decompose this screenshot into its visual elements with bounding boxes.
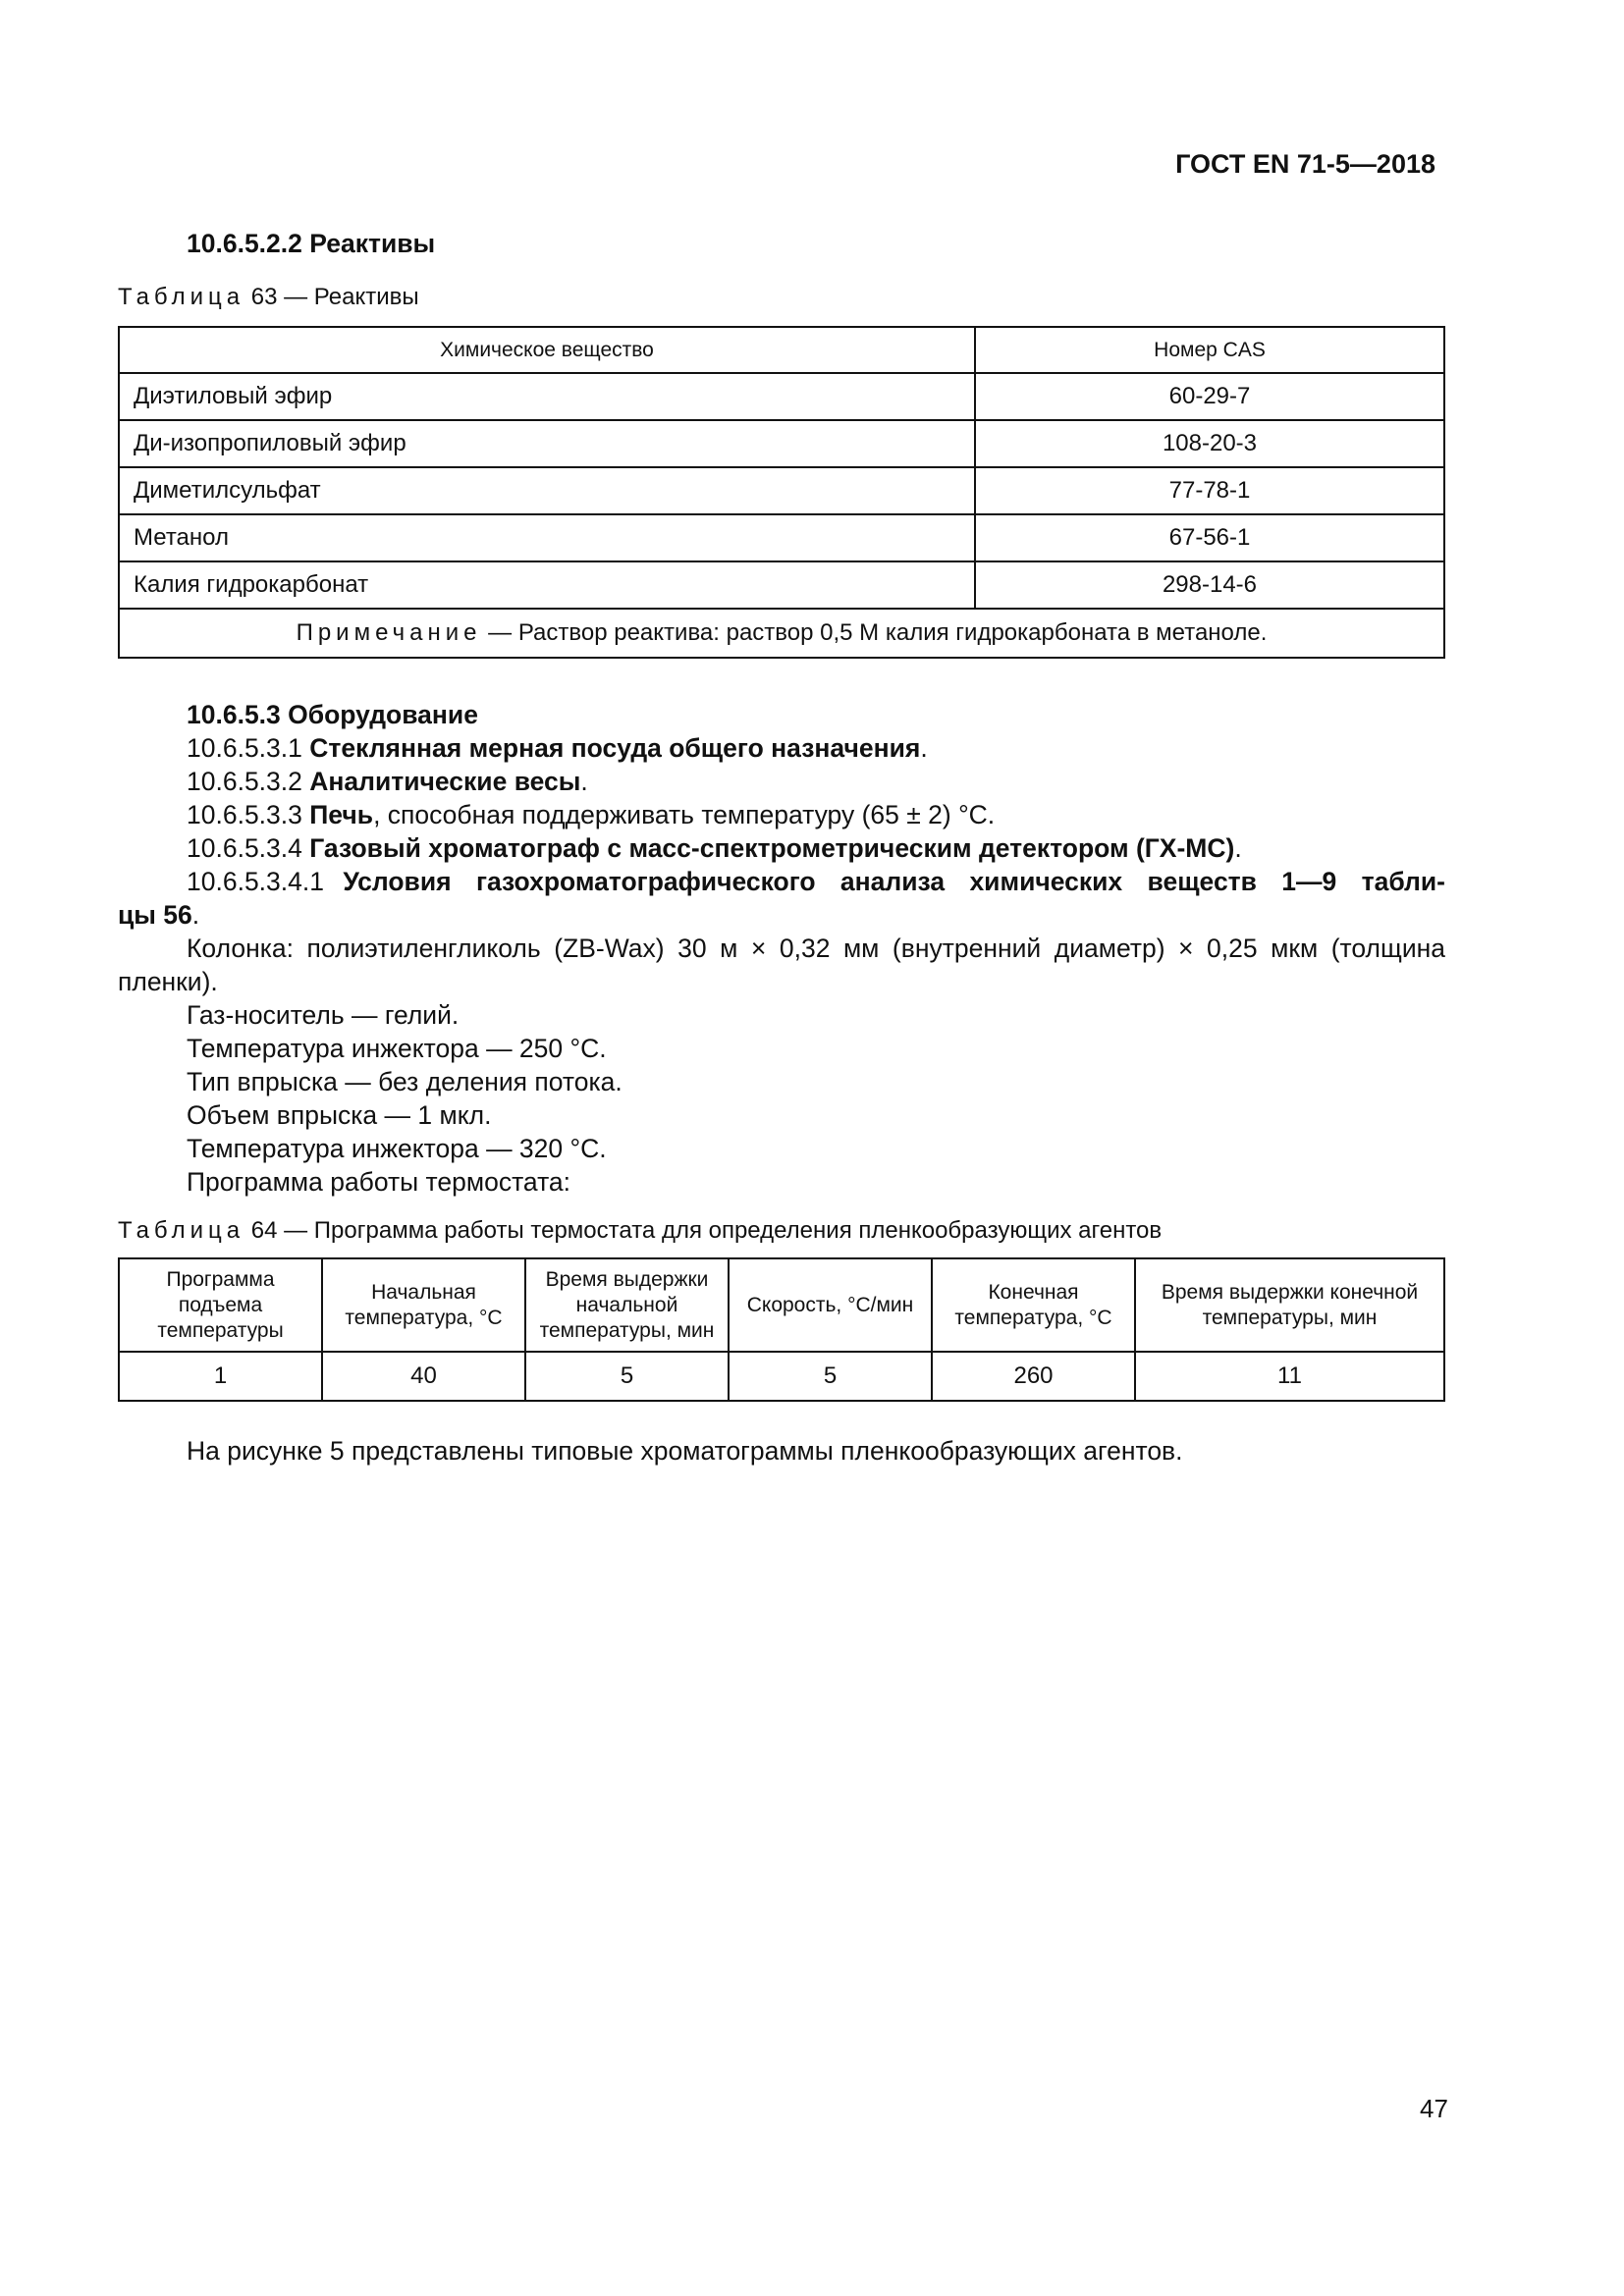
item-tail: . [580, 767, 588, 796]
column-header-rate: Скорость, °С/мин [729, 1258, 932, 1352]
table64-caption [118, 1217, 1162, 1245]
start-temp-value: 40 [322, 1352, 525, 1401]
table64-caption-title: 64 — Программа работы термостата для определения пленкообразующих агентов [244, 1217, 1163, 1244]
injector-temperature: Температура инжектора — 250 °С. [187, 1034, 607, 1063]
cas-number: 77-78-1 [975, 467, 1444, 514]
substance-name: Ди-изопропиловый эфир [119, 420, 975, 467]
item-tail: . [191, 900, 200, 930]
note-text: — Раствор реактива: раствор 0,5 М калия гидрокарбоната в метаноле. [481, 619, 1268, 646]
table63-caption-prefix: Таблица [118, 284, 245, 310]
oven-program-label: Программа работы термостата: [187, 1167, 571, 1197]
table-note [119, 609, 1444, 658]
section-heading-equipment: 10.6.5.3 Оборудование [187, 700, 478, 729]
table-row [119, 420, 1444, 467]
injector-temperature-2: Температура инжектора — 320 °С. [187, 1134, 607, 1163]
table-row [119, 1352, 1444, 1401]
item-number: 10.6.5.3.4.1 [187, 867, 344, 896]
figure-reference: На рисунке 5 представлены типовые хроматограммы пленкообразующих агентов. [187, 1436, 1183, 1466]
equipment-item [187, 831, 1242, 865]
table-row [119, 373, 1444, 420]
item-tail: . [1234, 833, 1242, 863]
section-heading-reagents: 10.6.5.2.2 Реактивы [187, 229, 436, 258]
table-header-row [119, 1258, 1444, 1352]
table63-caption-title: 63 — Реактивы [244, 284, 419, 310]
item-tail: . [920, 733, 928, 763]
substance-name: Диэтиловый эфир [119, 373, 975, 420]
item-title: Условия газохроматографического анализа химических веществ 1—9 табли- [343, 867, 1445, 896]
column-header-hold-start: Время выдержки начальной температуры, мин [525, 1258, 729, 1352]
table64-caption-prefix: Таблица [118, 1217, 245, 1244]
table-row [119, 561, 1444, 609]
substance-name: Калия гидрокарбонат [119, 561, 975, 609]
item-title-continued: цы 56 [118, 900, 192, 930]
column-header-hold-end: Время выдержки конечной температуры, мин [1135, 1258, 1444, 1352]
injection-type: Тип впрыска — без деления потока. [187, 1067, 623, 1096]
cas-number: 60-29-7 [975, 373, 1444, 420]
column-spec-line2: пленки). [118, 967, 218, 996]
table-header-row [119, 327, 1444, 373]
substance-name: Метанол [119, 514, 975, 561]
equipment-subitem-line2 [118, 898, 199, 932]
column-header-program: Программа подъема температуры [119, 1258, 322, 1352]
carrier-gas: Газ-носитель — гелий. [187, 1000, 460, 1030]
equipment-item [187, 765, 588, 798]
program-value: 1 [119, 1352, 322, 1401]
item-number: 10.6.5.3.3 [187, 800, 310, 829]
cas-number: 298-14-6 [975, 561, 1444, 609]
substance-name: Диметилсульфат [119, 467, 975, 514]
item-title: Стеклянная мерная посуда общего назначения [309, 733, 921, 763]
cas-number: 67-56-1 [975, 514, 1444, 561]
oven-program-table [118, 1257, 1445, 1402]
end-temp-value: 260 [932, 1352, 1135, 1401]
cas-number: 108-20-3 [975, 420, 1444, 467]
equipment-item [187, 731, 928, 765]
column-header-substance: Химическое вещество [119, 327, 975, 373]
table-note-row [119, 609, 1444, 658]
table-row [119, 514, 1444, 561]
table-row [119, 467, 1444, 514]
table63-caption [118, 284, 419, 311]
page-number: 47 [1420, 2094, 1448, 2123]
column-header-start-temp: Начальная температура, °С [322, 1258, 525, 1352]
item-title: Печь [309, 800, 374, 829]
hold-end-value: 11 [1135, 1352, 1444, 1401]
reagents-table [118, 326, 1445, 659]
column-header-end-temp: Конечная температура, °С [932, 1258, 1135, 1352]
note-label: Примечание [296, 619, 482, 646]
item-number: 10.6.5.3.1 [187, 733, 310, 763]
document-id: ГОСТ EN 71-5—2018 [1175, 149, 1435, 179]
equipment-item [187, 798, 995, 831]
item-number: 10.6.5.3.2 [187, 767, 310, 796]
item-title: Газовый хроматограф с масс-спектрометрическим детектором (ГХ-МС) [309, 833, 1235, 863]
column-spec-line1: Колонка: полиэтиленгликоль (ZB-Wax) 30 м × 0,32 мм (внутренний диаметр) × 0,25 мкм (толщина [187, 934, 1445, 963]
injection-volume: Объем впрыска — 1 мкл. [187, 1100, 492, 1130]
item-number: 10.6.5.3.4 [187, 833, 310, 863]
rate-value: 5 [729, 1352, 932, 1401]
item-title: Аналитические весы [309, 767, 581, 796]
hold-start-value: 5 [525, 1352, 729, 1401]
column-header-cas: Номер CAS [975, 327, 1444, 373]
item-tail: , способная поддерживать температуру (65 ± 2) °С. [373, 800, 996, 829]
equipment-subitem-line1 [187, 865, 1445, 898]
